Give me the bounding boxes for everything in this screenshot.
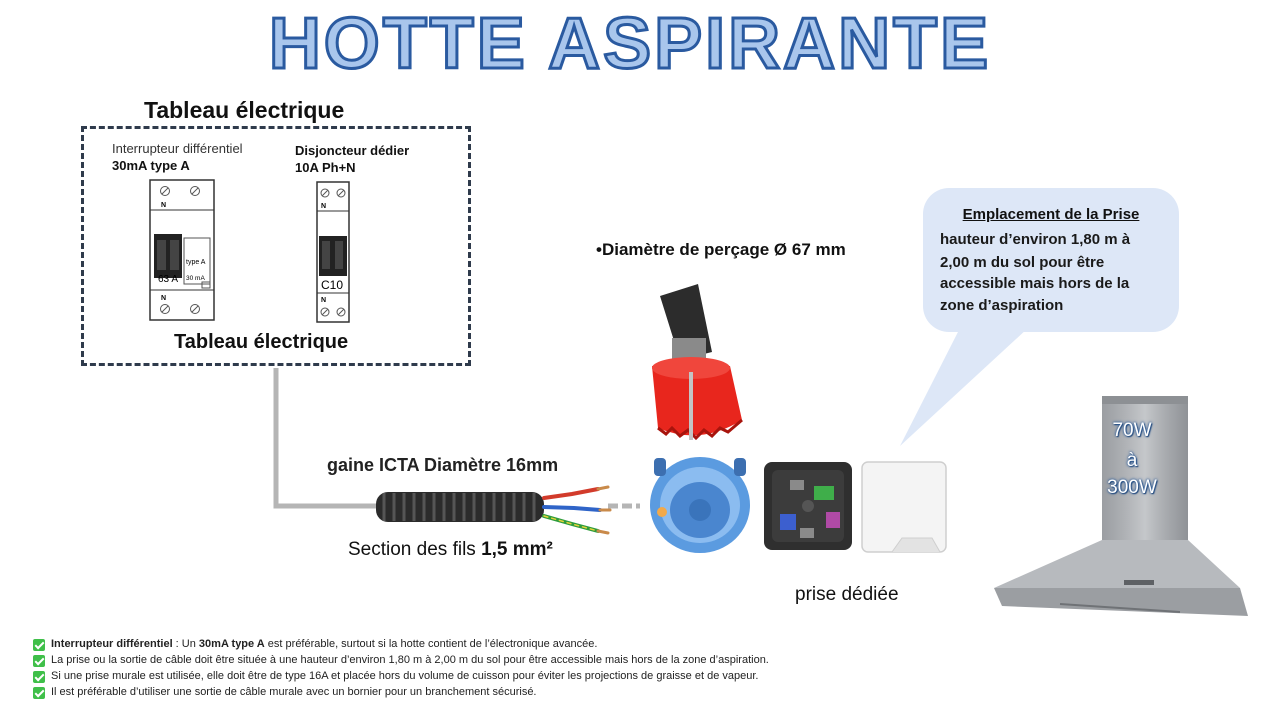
svg-text:N: N [161, 295, 167, 302]
note-item: La prise ou la sortie de câble doit être située à une hauteur d’environ 1,80 m à 2,00 m du sol pour être accessible mais hors de la zone d’aspiration. [33, 654, 1033, 669]
wire-section-value: 1,5 mm² [481, 539, 553, 560]
note-item: Interrupteur différentiel : Un 30mA type A est préférable, surtout si la hotte contient de l’électronique avancée. [33, 638, 1033, 653]
hole-saw-drill [652, 284, 742, 440]
cable-route-line [276, 368, 382, 506]
breaker-rating-label: 10A Ph+N [295, 160, 356, 175]
svg-text:63 A: 63 A [158, 274, 179, 285]
svg-text:N: N [161, 202, 167, 209]
panel-caption: Tableau électrique [174, 331, 349, 353]
check-icon [33, 687, 45, 699]
bubble-line: accessible mais hors de la [940, 275, 1130, 292]
title-text: HOTTE ASPIRANTE [268, 4, 992, 80]
icta-conduit [376, 492, 544, 522]
bubble-line: 2,00 m du sol pour être [940, 254, 1105, 271]
hood-power-max: 300W [1107, 477, 1157, 498]
hood-power-separator: à [1126, 450, 1138, 471]
check-icon [33, 671, 45, 683]
svg-text:30 mA: 30 mA [186, 275, 205, 282]
note-item: Si une prise murale est utilisée, elle doit être de type 16A et placée hors du volume de cuisson pour éviter les projections de graisse et de vapeur. [33, 670, 1033, 685]
check-icon [33, 639, 45, 651]
svg-text:N: N [321, 203, 327, 210]
panel-heading: Tableau électrique [144, 97, 345, 123]
wires [544, 487, 610, 533]
wire-section-text: Section des fils [348, 539, 482, 560]
socket-label: prise dédiée [795, 584, 899, 605]
flush-mounting-box [650, 457, 750, 553]
conduit-label: gaine ICTA Diamètre 16mm [327, 455, 559, 475]
socket-mechanism [764, 462, 852, 550]
svg-text:C10: C10 [321, 278, 344, 292]
note-item: Il est préférable d’utiliser une sortie de câble murale avec un bornier pour un branchement sécurisé. [33, 686, 1033, 701]
breaker-label: Disjoncteur dédier [295, 143, 410, 158]
bubble-line: hauteur d’environ 1,80 m à [940, 231, 1131, 248]
svg-text:N: N [321, 297, 327, 304]
wire-section-label [348, 539, 553, 561]
bubble-title: Emplacement de la Prise [962, 206, 1140, 223]
drilling-diameter-label: •Diamètre de perçage Ø 67 mm [596, 240, 846, 259]
speech-bubble [923, 188, 1179, 332]
check-icon [33, 655, 45, 667]
socket-cover [862, 462, 946, 552]
differential-label: Interrupteur différentiel [112, 141, 243, 156]
differential-rating-label: 30mA type A [112, 158, 190, 173]
speech-bubble-tail [900, 328, 1028, 446]
hood-power-min: 70W [1112, 420, 1152, 441]
svg-text:type A: type A [186, 259, 206, 266]
bubble-line: zone d’aspiration [940, 297, 1064, 314]
